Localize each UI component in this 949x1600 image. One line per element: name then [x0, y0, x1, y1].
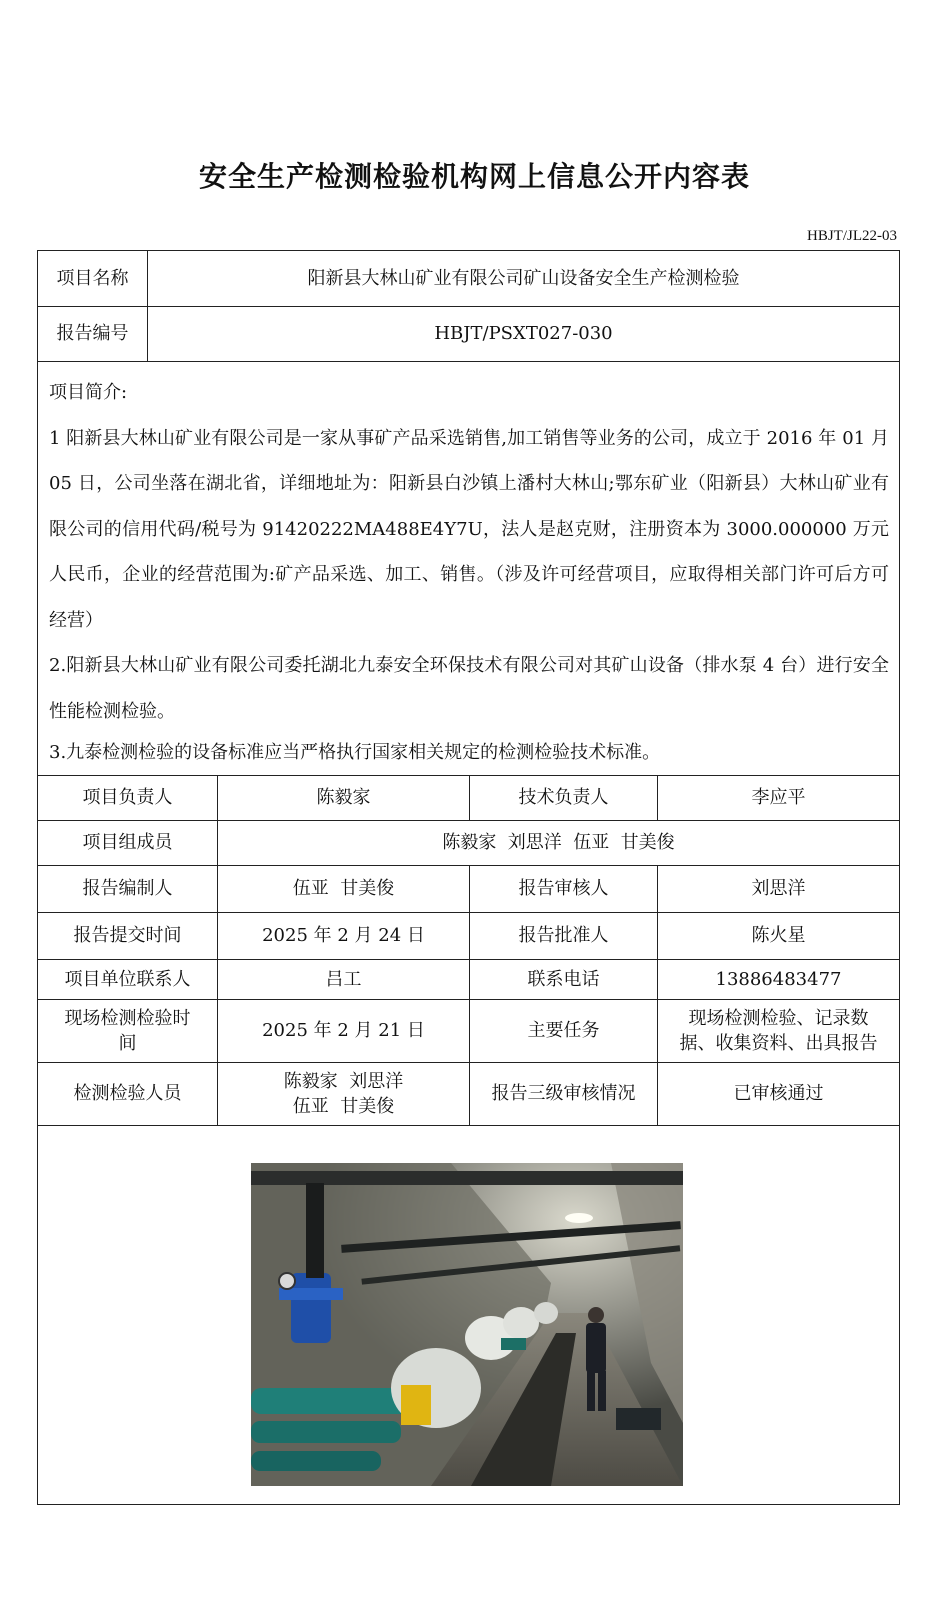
project-name-value: 阳新县大林山矿业有限公司矿山设备安全生产检测检验	[307, 267, 740, 289]
table-row	[38, 1063, 899, 1126]
onsite-date-label-line-2: 间	[118, 1033, 137, 1054]
report-no-row	[38, 307, 899, 362]
intro-paragraph-1: 1 阳新县大林山矿业有限公司是一家从事矿产品采选销售,加工销售等业务的公司，成立于 2016 年 01 月 05 日，公司坐落在湖北省，详细地址为：阳新县白沙镇上潘村大林山;鄂东矿业（阳新县）大林山矿业有限公司的信用代码/税号为 91420222MA488E4Y7U，法人是赵克财，注册资本为 3000.000000 万元人民币，企业的经营范围为:矿产品采选、加工、销售。（涉及许可经营项目，应取得相关部门许可后方可经营）	[49, 427, 889, 631]
inspectors-line-1: 陈毅家 刘思洋	[283, 1070, 404, 1092]
review-status-label: 报告三级审核情况	[470, 1063, 658, 1125]
main-task-label: 主要任务	[470, 1000, 658, 1062]
info-table	[37, 250, 900, 1505]
onsite-date-label	[38, 1000, 218, 1062]
project-leader-value: 陈毅家	[218, 776, 470, 820]
onsite-date-value: 2025 年 2 月 21 日	[218, 1000, 470, 1062]
main-task-line-1: 现场检测检验、记录数	[688, 1007, 869, 1029]
table-row	[38, 960, 899, 1000]
report-author-label: 报告编制人	[38, 866, 218, 912]
report-approver-value: 陈火星	[751, 925, 806, 947]
report-author-value: 伍亚 甘美俊	[218, 866, 470, 912]
table-row	[38, 776, 899, 821]
report-reviewer-value: 刘思洋	[751, 878, 806, 900]
table-row	[38, 1000, 899, 1063]
onsite-date-label-line-1: 现场检测检验时	[64, 1007, 191, 1029]
report-no-value: HBJT/PSXT027-030	[434, 323, 613, 345]
project-name-row	[38, 251, 899, 307]
tech-leader-value: 李应平	[751, 787, 806, 809]
main-task-line-2: 据、收集资料、出具报告	[679, 1033, 878, 1054]
report-approver-label: 报告批准人	[470, 913, 658, 959]
inspectors-value	[218, 1063, 470, 1125]
tech-leader-label: 技术负责人	[470, 776, 658, 820]
intro-paragraph-3: 3.九泰检测检验的设备标准应当严格执行国家相关规定的检测检验技术标准。	[49, 742, 661, 763]
phone-value: 13886483477	[715, 968, 842, 990]
intro-paragraph-2: 2.阳新县大林山矿业有限公司委托湖北九泰安全环保技术有限公司对其矿山设备（排水泵 4 台）进行安全性能检测检验。	[49, 655, 889, 722]
submit-date-value: 2025 年 2 月 24 日	[218, 913, 470, 959]
main-task-value	[658, 1000, 899, 1062]
report-no-label: 报告编号	[38, 307, 148, 361]
table-row	[38, 866, 899, 913]
review-status-value: 已审核通过	[733, 1083, 824, 1105]
team-members-label: 项目组成员	[38, 821, 218, 865]
inspectors-line-2: 伍亚 甘美俊	[292, 1096, 395, 1117]
submit-date-label: 报告提交时间	[38, 913, 218, 959]
report-reviewer-label: 报告审核人	[470, 866, 658, 912]
page-title: 安全生产检测检验机构网上信息公开内容表	[198, 160, 750, 193]
project-intro	[38, 362, 899, 776]
team-members-value: 陈毅家 刘思洋 伍亚 甘美俊	[442, 832, 675, 854]
site-photo	[251, 1163, 683, 1486]
table-row	[38, 913, 899, 960]
client-contact-label: 项目单位联系人	[38, 960, 218, 999]
project-leader-label: 项目负责人	[38, 776, 218, 820]
project-name-label: 项目名称	[38, 251, 148, 306]
inspectors-label: 检测检验人员	[38, 1063, 218, 1125]
intro-heading: 项目简介:	[49, 382, 128, 403]
phone-label: 联系电话	[470, 960, 658, 999]
table-row	[38, 821, 899, 866]
client-contact-value: 吕工	[218, 960, 470, 999]
document-code: HBJT/JL22-03	[807, 228, 897, 244]
